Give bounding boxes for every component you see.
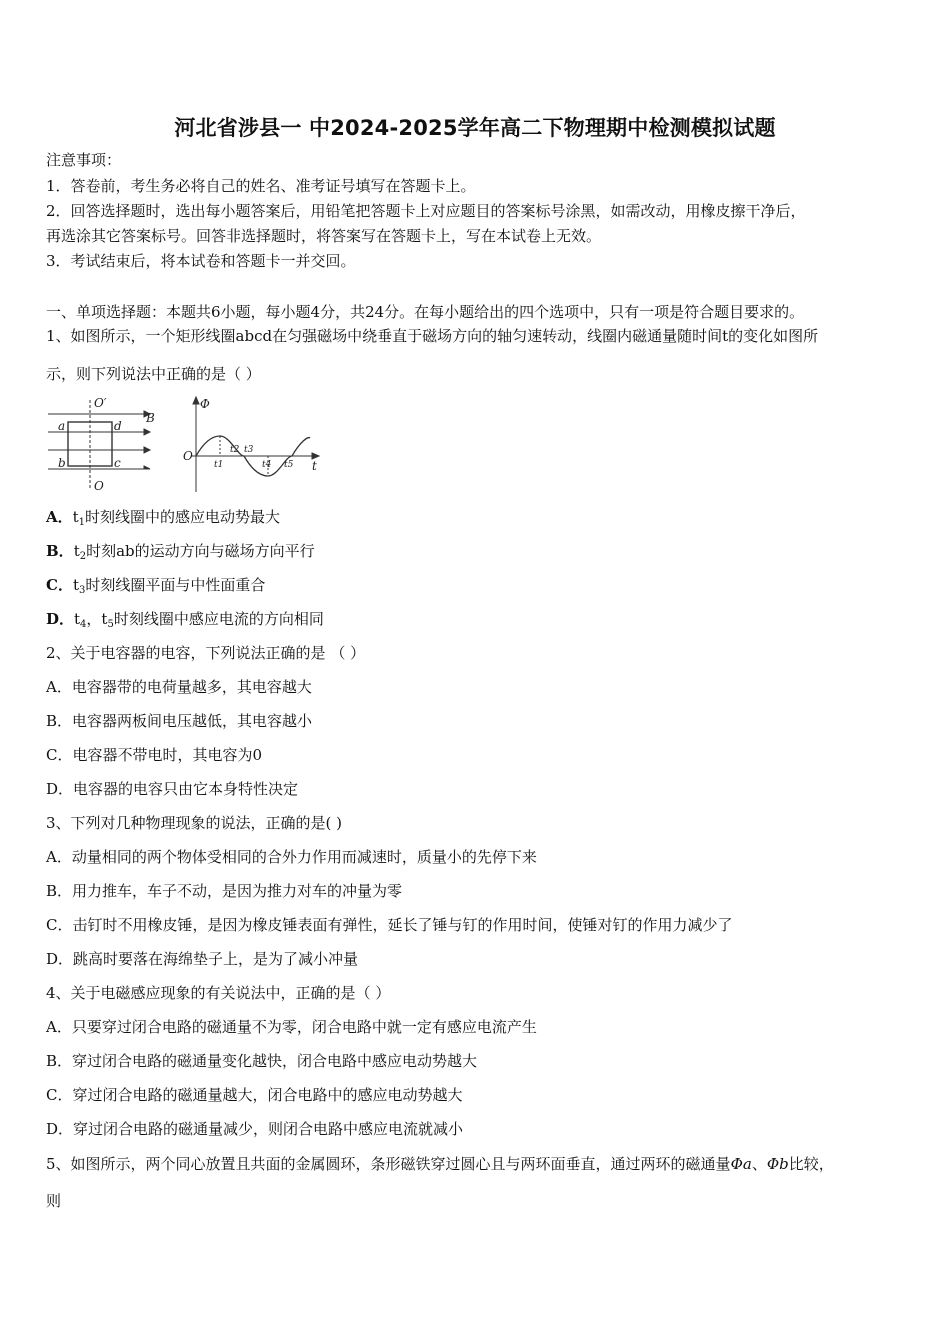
notice-item: 1．答卷前，考生务必将自己的姓名、准考证号填写在答题卡上。 bbox=[46, 177, 476, 195]
fig-label-t: t bbox=[312, 459, 317, 473]
fig-label-t3: t3 bbox=[244, 445, 254, 455]
notice-item: 3．考试结束后，将本试卷和答题卡一并交回。 bbox=[46, 252, 356, 270]
fig-label-origin: O bbox=[183, 449, 193, 463]
question-2-option: D．电容器的电容只由它本身特性决定 bbox=[46, 780, 299, 798]
question-3-stem: 3、下列对几种物理现象的说法，正确的是( ) bbox=[46, 814, 343, 832]
notice-heading: 注意事项： bbox=[46, 151, 122, 169]
fig-label-t2: t2 bbox=[230, 445, 240, 455]
question-4-option: B．穿过闭合电路的磁通量变化越快，闭合电路中感应电动势越大 bbox=[46, 1052, 478, 1070]
notice-item: 2．回答选择题时，选出每小题答案后，用铅笔把答题卡上对应题目的答案标号涂黑，如需改动，用橡皮擦干净后， bbox=[46, 202, 806, 220]
fig-label-b: b bbox=[58, 456, 66, 470]
question-1-stem-cont: 示，则下列说法中正确的是（ ） bbox=[46, 365, 261, 383]
question-1-stem: 1、如图所示，一个矩形线圈abcd在匀强磁场中绕垂直于磁场方向的轴匀速转动，线圈内磁通量随时间t的变化如图所 bbox=[46, 327, 819, 345]
question-4-option: D．穿过闭合电路的磁通量减少，则闭合电路中感应电流就减小 bbox=[46, 1120, 464, 1138]
question-2-option: B．电容器两板间电压越低，其电容越小 bbox=[46, 712, 313, 730]
fig-label-O-prime: O′ bbox=[94, 396, 107, 410]
fig-label-d: d bbox=[114, 419, 122, 433]
fig-label-phi: Φ bbox=[200, 397, 210, 411]
question-4-option: C．穿过闭合电路的磁通量越大，闭合电路中的感应电动势越大 bbox=[46, 1086, 463, 1104]
question-4-stem: 4、关于电磁感应现象的有关说法中，正确的是（ ） bbox=[46, 984, 391, 1002]
question-2-stem: 2、关于电容器的电容，下列说法正确的是 （ ） bbox=[46, 644, 366, 662]
question-1-option-c: C．$t_3$时刻线圈平面与中性面重合 bbox=[46, 576, 266, 596]
question-5-stem: 5、如图所示，两个同心放置且共面的金属圆环，条形磁铁穿过圆心且与两环面垂直，通过两环的磁通量Φa、Φb比较， bbox=[46, 1155, 834, 1173]
question-1-figure bbox=[44, 392, 344, 497]
question-1-option-d: D．$t_4$，$t_5$时刻线圈中感应电流的方向相同 bbox=[46, 610, 324, 630]
question-2-option: C．电容器不带电时，其电容为0 bbox=[46, 746, 263, 764]
fig-label-c: c bbox=[114, 456, 121, 470]
page-title: 河北省涉县一 中2024-2025学年高二下物理期中检测模拟试题 bbox=[174, 116, 776, 140]
question-2-option: A．电容器带的电荷量越多，其电容越大 bbox=[46, 678, 312, 696]
question-5-stem-cont: 则 bbox=[46, 1192, 62, 1210]
fig-label-t1: t1 bbox=[214, 460, 224, 470]
fig-label-a: a bbox=[58, 419, 66, 433]
section-heading: 一、单项选择题：本题共6小题，每小题4分，共24分。在每小题给出的四个选项中，只有一项是符合题目要求的。 bbox=[46, 303, 805, 321]
fig-label-t5: t5 bbox=[284, 460, 294, 470]
fig-label-O: O bbox=[94, 479, 104, 493]
notice-item: 再选涂其它答案标号。回答非选择题时，将答案写在答题卡上，写在本试卷上无效。 bbox=[46, 227, 602, 245]
question-3-option: C．击钉时不用橡皮锤，是因为橡皮锤表面有弹性，延长了锤与钉的作用时间，使锤对钉的作用力减少了 bbox=[46, 916, 733, 934]
question-3-option: B．用力推车，车子不动，是因为推力对车的冲量为零 bbox=[46, 882, 403, 900]
question-1-option-b: B．$t_2$时刻ab的运动方向与磁场方向平行 bbox=[46, 542, 315, 562]
fig-label-t4: t4 bbox=[262, 460, 272, 470]
question-1-option-a: A．$t_1$时刻线圈中的感应电动势最大 bbox=[46, 508, 281, 528]
question-3-option: A．动量相同的两个物体受相同的合外力作用而减速时，质量小的先停下来 bbox=[46, 848, 537, 866]
fig-label-B: B bbox=[146, 411, 155, 425]
question-4-option: A．只要穿过闭合电路的磁通量不为零，闭合电路中就一定有感应电流产生 bbox=[46, 1018, 537, 1036]
question-3-option: D．跳高时要落在海绵垫子上，是为了减小冲量 bbox=[46, 950, 359, 968]
